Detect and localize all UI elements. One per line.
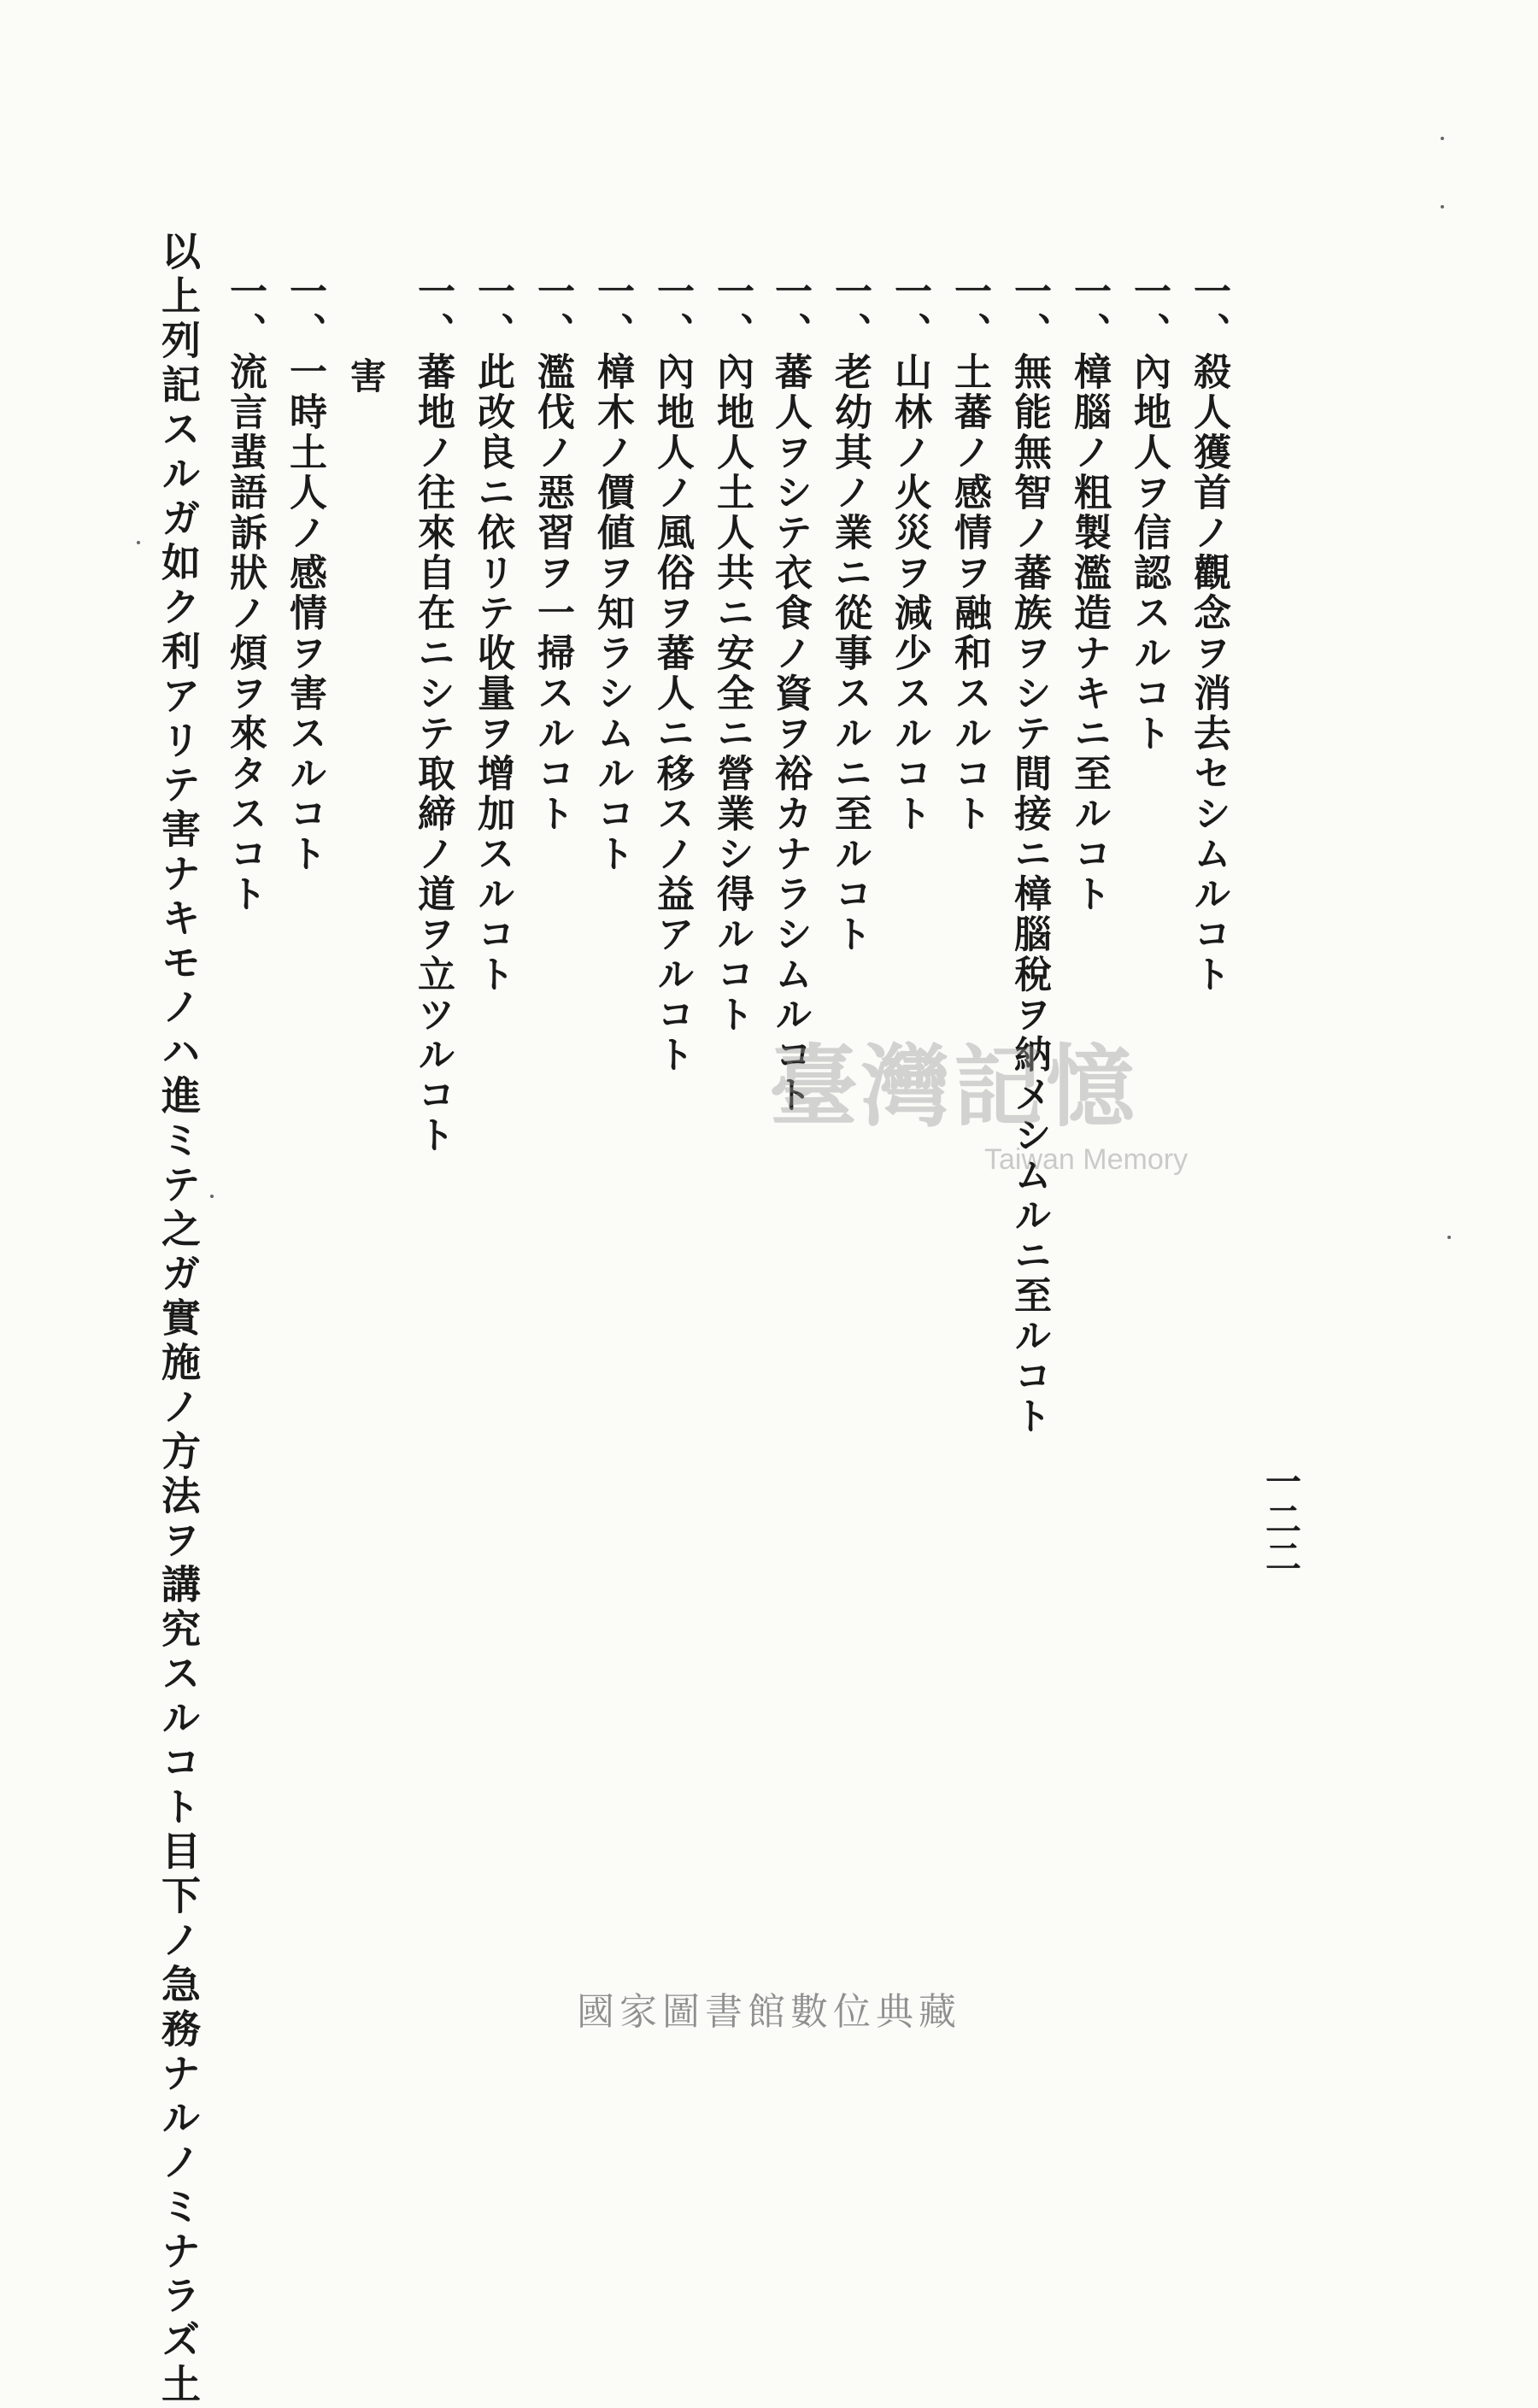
- section-heading-harm: 害: [345, 357, 387, 393]
- scan-speck: [137, 541, 140, 544]
- list-item: 一、山林ノ火災ヲ減少スルコト: [888, 272, 931, 834]
- scan-speck: [1441, 205, 1444, 208]
- harm-item: 一、一時土人ノ感情ヲ害スルコト: [283, 272, 326, 874]
- summary-paragraph: 以上列記スルガ如ク利アリテ害ナキモノハ進ミテ之ガ實施ノ方法ヲ講究スルコト目下ノ急務ナルノミナラズ土: [156, 231, 202, 2408]
- watermark-logo: [769, 1034, 1213, 1196]
- list-item: 一、無能無智ノ蕃族ヲシテ間接ニ樟腦稅ヲ納メシムルニ至ルコト: [1007, 272, 1051, 1436]
- watermark-english: Taiwan Memory: [984, 1143, 1189, 1176]
- scan-speck: [1441, 137, 1444, 140]
- list-item: 一、老幼其ノ業ニ從事スルニ至ルコト: [828, 272, 872, 954]
- list-item: 一、殺人獲首ノ觀念ヲ消去セシムルコト: [1187, 272, 1230, 995]
- list-item: 一、此改良ニ依リテ收量ヲ增加スルコト: [471, 272, 514, 995]
- harm-item: 一、流言蜚語訴狀ノ煩ヲ來タスコト: [223, 272, 267, 914]
- list-item: 一、內地人土人共ニ安全ニ營業シ得ルコト: [710, 272, 754, 1035]
- list-item: 一、樟木ノ價値ヲ知ラシムルコト: [590, 272, 634, 874]
- footer-collection-label: 國家圖書館數位典藏: [577, 1990, 961, 2034]
- list-item: 一、蕃人ヲシテ衣食ノ資ヲ裕カナラシムルコト: [768, 272, 812, 1115]
- page-number: 一二二: [1260, 1463, 1302, 1576]
- watermark-chinese: 臺灣記憶: [769, 1034, 1139, 1139]
- list-item: 一、樟腦ノ粗製濫造ナキニ至ルコト: [1067, 272, 1111, 914]
- scan-speck: [210, 1195, 214, 1198]
- list-item: 一、土蕃ノ感情ヲ融和スルコト: [948, 272, 991, 834]
- scan-speck: [1447, 1236, 1451, 1239]
- list-item: 一、內地人ヲ信認スルコト: [1127, 272, 1171, 754]
- list-item: 一、內地人ノ風俗ヲ蕃人ニ移スノ益アルコト: [650, 272, 694, 1075]
- list-item: 一、濫伐ノ惡習ヲ一掃スルコト: [531, 272, 574, 834]
- list-item: 一、蕃地ノ往來自在ニシテ取締ノ道ヲ立ツルコト: [411, 272, 455, 1155]
